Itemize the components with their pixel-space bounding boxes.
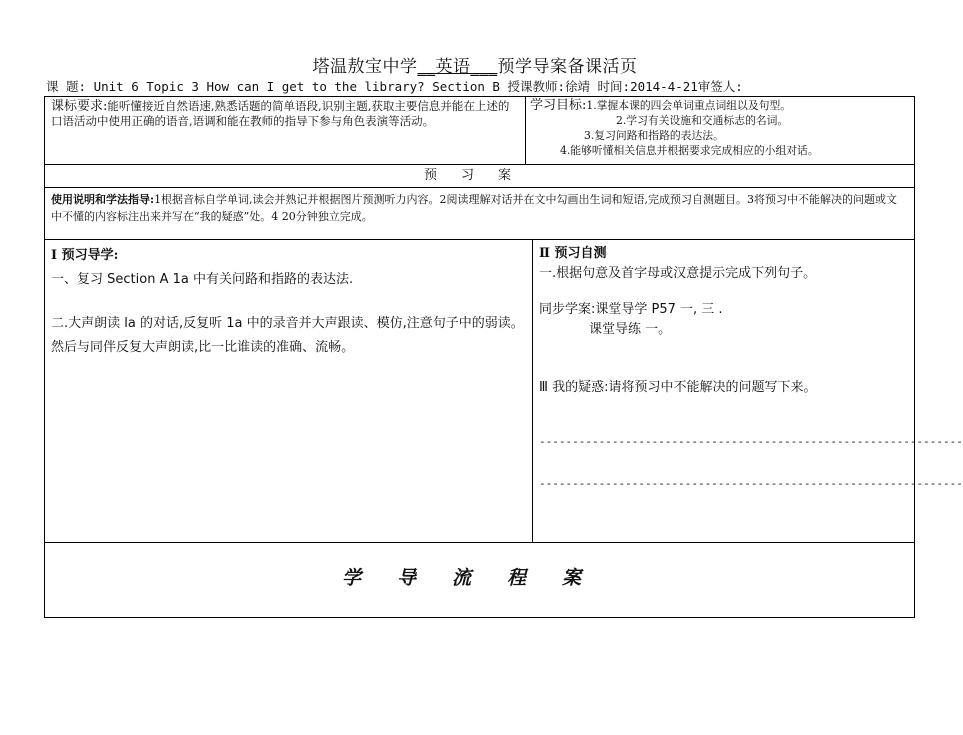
- preview-guide-cell: [45, 239, 532, 542]
- goal-item: 2.学习有关设施和交通标志的名词。: [616, 114, 789, 127]
- lesson-info-line: 课 题: Unit 6 Topic 3 How can I get to the library? Section B 授课教师:徐靖 时间:2014-4-21审签人:: [46, 79, 743, 94]
- self-test-cell: [532, 239, 963, 542]
- instructions-cell: [45, 187, 914, 239]
- preview-guide-heading: I 预习导学:: [51, 248, 119, 263]
- answer-line: ----------------------------------------------------------------: [539, 477, 963, 490]
- standards-label: 课标要求:: [51, 99, 108, 114]
- sync-workbook-line: 同步学案:课堂导学 P57 一, 三 .: [539, 302, 723, 317]
- standards-text: 能听懂接近自然语速,熟悉话题的简单语段,识别主题,获取主要信息并能在上述的口语活动中使用正确的语音,语调和能在教师的指导下参与角色表演等活动。: [51, 99, 510, 128]
- subject-name: 英语: [435, 57, 471, 77]
- instructions-label: 使用说明和学法指导:: [51, 193, 155, 206]
- instructions-text: 1根据音标自学单词,读会并熟记并根据图片预测听力内容。2阅读理解对话并在文中勾画出生词和短语,完成预习自测题目。3将预习中不能解决的问题或文中不懂的内容标注出来并写在“我的疑惑”处。4 20分钟独立完成。: [51, 193, 898, 223]
- subject-blank: __英语___: [417, 57, 498, 77]
- goal-item: 4.能够听懂相关信息并根据要求完成相应的小组对话。: [560, 144, 819, 157]
- self-test-instruction: 一.根据句意及首字母或汉意提示完成下列句子。: [539, 266, 817, 281]
- guided-process-title: 学导流程案: [45, 542, 914, 617]
- review-task: 一、复习 Section A 1a 中有关问路和指路的表达法.: [51, 272, 354, 287]
- doubts-prompt: Ⅲ 我的疑惑:请将预习中不能解决的问题写下来。: [539, 380, 817, 395]
- goal-item: 3.复习问路和指路的表达法。: [584, 129, 724, 142]
- curriculum-standards-cell: [45, 97, 525, 164]
- title-suffix: 预学导案备课活页: [497, 57, 638, 77]
- learning-goals-cell: [525, 97, 914, 164]
- practice-line: 课堂导练 一。: [589, 322, 672, 337]
- reading-task: 二.大声朗读 la 的对话,反复听 1a 中的录音并大声跟读、模仿,注意句子中的弱读。然后与同伴反复大声朗读,比一比谁读的准确、流畅。: [51, 316, 524, 355]
- goals-label: 学习目标:: [530, 98, 587, 113]
- page-title: [0, 52, 950, 77]
- lesson-table: [44, 96, 963, 618]
- answer-line: ----------------------------------------------------------------: [539, 435, 963, 448]
- goal-item: 1.掌握本课的四会单词重点词组以及句型。: [586, 99, 792, 112]
- preview-section-heading: 预习案: [45, 164, 914, 187]
- school-name: 塔温敖宝中学: [312, 57, 418, 77]
- self-test-heading: Ⅱ 预习自测: [539, 246, 607, 261]
